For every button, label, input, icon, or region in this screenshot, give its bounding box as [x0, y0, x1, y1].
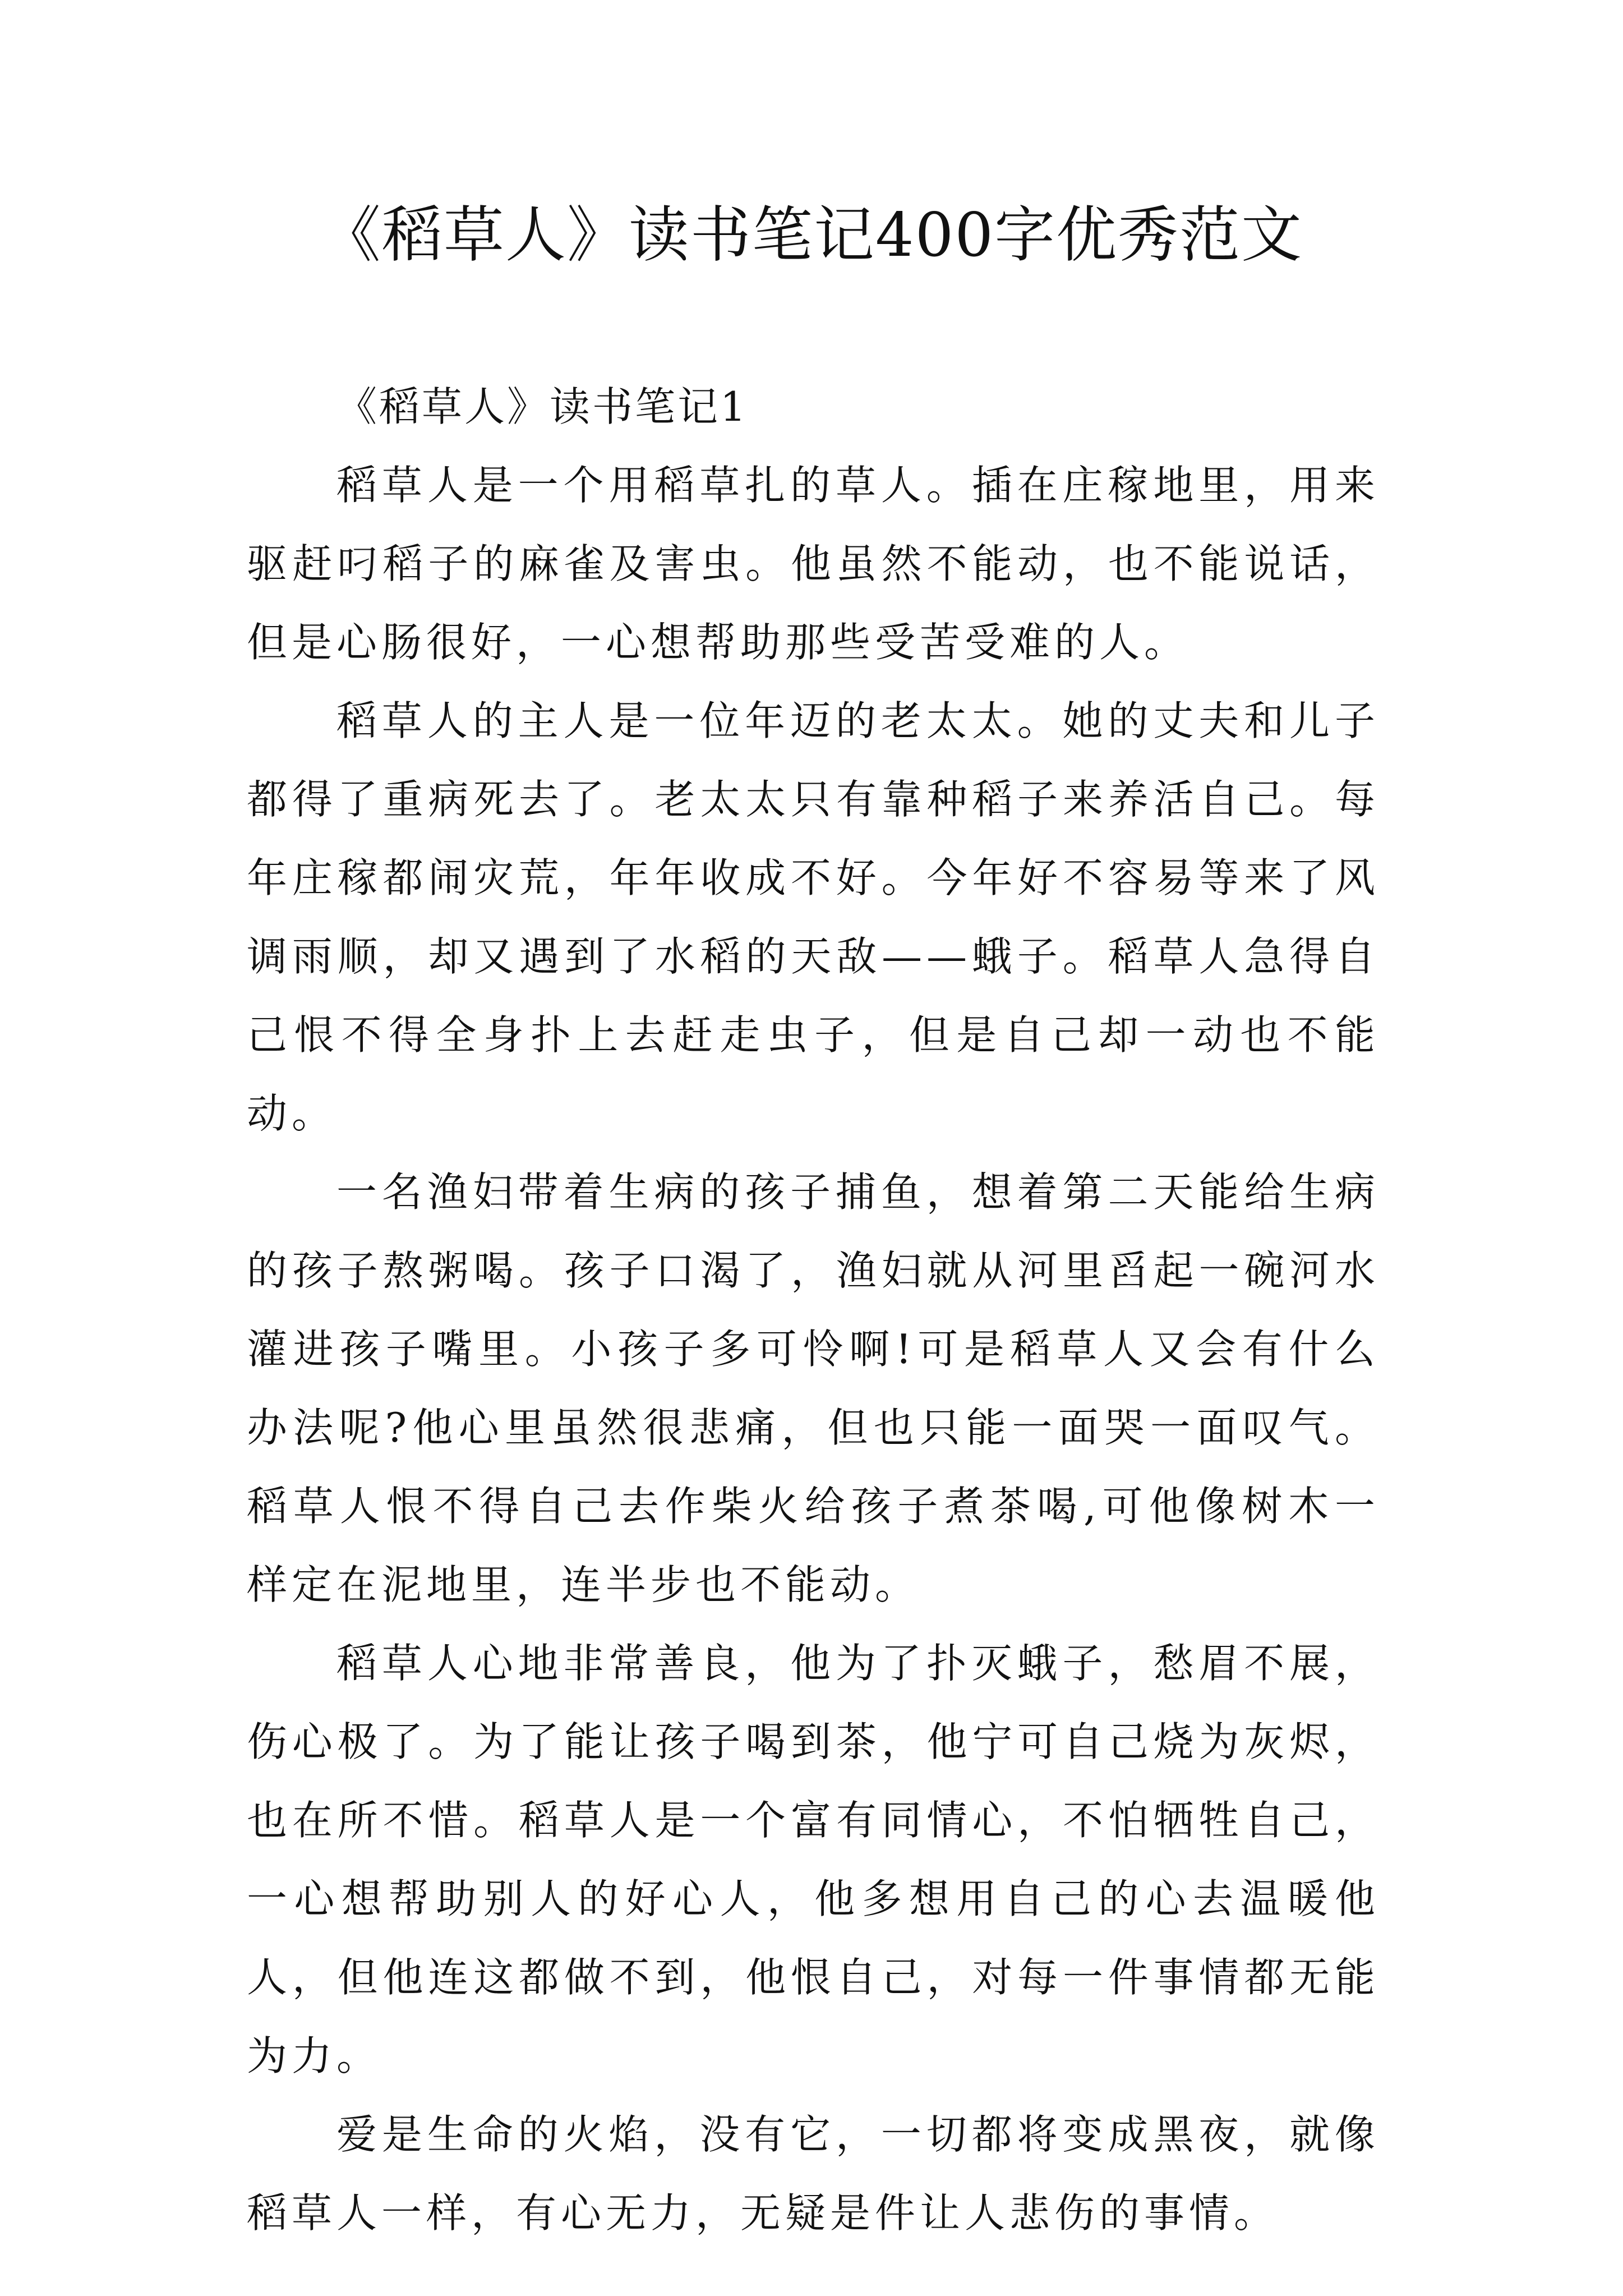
- paragraph-2: 稻草人的主人是一位年迈的老太太。她的丈夫和儿子都得了重病死去了。老太太只有靠种稻子来养活自己。每年庄稼都闹灾荒，年年收成不好。今年好不容易等来了风调雨顺，却又遇到了水稻的天敌——蛾子。稻草人急得自己恨不得全身扑上去赶走虫子，但是自己却一动也不能动。: [247, 697, 1380, 1137]
- section-heading: 《稻草人》读书笔记1: [336, 383, 748, 430]
- paragraph-5: 爱是生命的火焰，没有它，一切都将变成黑夜，就像稻草人一样，有心无力，无疑是件让人悲伤的事情。: [247, 2111, 1380, 2237]
- paragraph-4: 稻草人心地非常善良，他为了扑灭蛾子，愁眉不展，伤心极了。为了能让孩子喝到茶，他宁可自己烧为灰烬，也在所不惜。稻草人是一个富有同情心，不怕牺牲自己，一心想帮助别人的好心人，他多想用自己的心去温暖他人，但他连这都做不到，他恨自己，对每一件事情都无能为力。: [247, 1640, 1380, 2079]
- document-body: [247, 367, 1380, 2252]
- paragraph-1: 稻草人是一个用稻草扎的草人。插在庄稼地里，用来驱赶叼稻子的麻雀及害虫。他虽然不能动，也不能说话，但是心肠很好，一心想帮助那些受苦受难的人。: [247, 462, 1380, 666]
- paragraph-3: 一名渔妇带着生病的孩子捕鱼，想着第二天能给生病的孩子熬粥喝。孩子口渴了，渔妇就从河里舀起一碗河水灌进孩子嘴里。小孩子多可怜啊!可是稻草人又会有什么办法呢?他心里虽然很悲痛，但也只能一面哭一面叹气。稻草人恨不得自己去作柴火给孩子煮茶喝,可他像树木一样定在泥地里，连半步也不能动。: [247, 1168, 1380, 1608]
- document-title: 《稻草人》读书笔记400字优秀范文: [320, 200, 1303, 270]
